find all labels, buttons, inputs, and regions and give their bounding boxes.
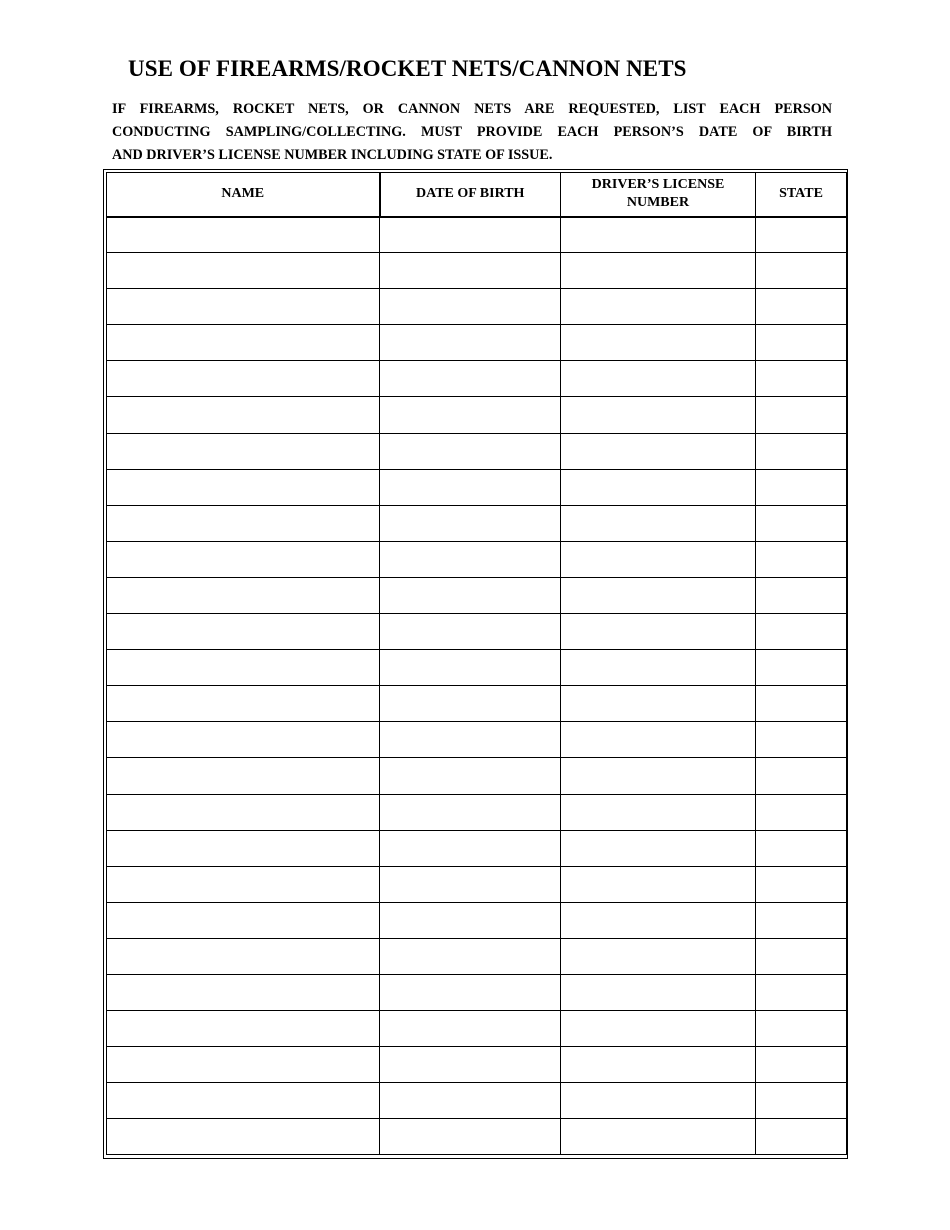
- drivers-license-cell[interactable]: [561, 866, 756, 902]
- name-cell[interactable]: [107, 758, 380, 794]
- instructions-line: AND DRIVER’S LICENSE NUMBER INCLUDING STATE OF ISSUE.: [112, 147, 553, 163]
- state-cell[interactable]: [756, 577, 847, 613]
- state-cell[interactable]: [756, 830, 847, 866]
- drivers-license-cell[interactable]: [561, 1011, 756, 1047]
- state-cell[interactable]: [756, 325, 847, 361]
- date-of-birth-cell[interactable]: [380, 397, 561, 433]
- table-row: [107, 758, 847, 794]
- state-cell[interactable]: [756, 758, 847, 794]
- drivers-license-cell[interactable]: [561, 614, 756, 650]
- table-row: [107, 1119, 847, 1155]
- drivers-license-cell[interactable]: [561, 686, 756, 722]
- name-cell[interactable]: [107, 1011, 380, 1047]
- drivers-license-cell[interactable]: [561, 1083, 756, 1119]
- table-row: [107, 1047, 847, 1083]
- name-cell[interactable]: [107, 902, 380, 938]
- state-cell[interactable]: [756, 1083, 847, 1119]
- drivers-license-cell[interactable]: [561, 794, 756, 830]
- state-cell[interactable]: [756, 505, 847, 541]
- drivers-license-cell[interactable]: [561, 974, 756, 1010]
- drivers-license-cell[interactable]: [561, 902, 756, 938]
- state-cell[interactable]: [756, 686, 847, 722]
- table-row: [107, 686, 847, 722]
- drivers-license-cell[interactable]: [561, 469, 756, 505]
- drivers-license-cell[interactable]: [561, 397, 756, 433]
- drivers-license-cell[interactable]: [561, 1047, 756, 1083]
- date-of-birth-cell[interactable]: [380, 794, 561, 830]
- drivers-license-cell[interactable]: [561, 433, 756, 469]
- drivers-license-cell[interactable]: [561, 830, 756, 866]
- date-of-birth-cell[interactable]: [380, 614, 561, 650]
- date-of-birth-cell[interactable]: [380, 722, 561, 758]
- date-of-birth-cell[interactable]: [380, 253, 561, 289]
- table-row: [107, 217, 847, 253]
- header-date-of-birth: DATE OF BIRTH: [380, 173, 561, 217]
- table-row: [107, 253, 847, 289]
- date-of-birth-cell[interactable]: [380, 902, 561, 938]
- table-row: [107, 1011, 847, 1047]
- name-cell[interactable]: [107, 577, 380, 613]
- header-state: STATE: [756, 173, 847, 217]
- state-cell[interactable]: [756, 974, 847, 1010]
- drivers-license-cell[interactable]: [561, 577, 756, 613]
- personnel-table: [106, 172, 847, 1155]
- date-of-birth-cell[interactable]: [380, 541, 561, 577]
- page-title: USE OF FIREARMS/ROCKET NETS/CANNON NETS: [128, 56, 687, 81]
- drivers-license-cell[interactable]: [561, 722, 756, 758]
- name-cell[interactable]: [107, 830, 380, 866]
- state-cell[interactable]: [756, 794, 847, 830]
- state-cell[interactable]: [756, 361, 847, 397]
- date-of-birth-cell[interactable]: [380, 577, 561, 613]
- state-cell[interactable]: [756, 217, 847, 253]
- table-row: [107, 974, 847, 1010]
- date-of-birth-cell[interactable]: [380, 938, 561, 974]
- table-row: [107, 650, 847, 686]
- table-row: [107, 433, 847, 469]
- state-cell[interactable]: [756, 1011, 847, 1047]
- table-header-row: [107, 173, 847, 217]
- instructions-line: IF FIREARMS, ROCKET NETS, OR CANNON NETS ARE REQUESTED, LIST EACH PERSON: [112, 101, 832, 117]
- state-cell[interactable]: [756, 1047, 847, 1083]
- drivers-license-cell[interactable]: [561, 1119, 756, 1155]
- table-row: [107, 541, 847, 577]
- name-cell[interactable]: [107, 433, 380, 469]
- state-cell[interactable]: [756, 289, 847, 325]
- date-of-birth-cell[interactable]: [380, 469, 561, 505]
- state-cell[interactable]: [756, 397, 847, 433]
- date-of-birth-cell[interactable]: [380, 866, 561, 902]
- drivers-license-cell[interactable]: [561, 650, 756, 686]
- name-cell[interactable]: [107, 1083, 380, 1119]
- drivers-license-cell[interactable]: [561, 217, 756, 253]
- table-row: [107, 397, 847, 433]
- date-of-birth-cell[interactable]: [380, 433, 561, 469]
- date-of-birth-cell[interactable]: [380, 1119, 561, 1155]
- table-row: [107, 505, 847, 541]
- table-row: [107, 830, 847, 866]
- table-row: [107, 469, 847, 505]
- date-of-birth-cell[interactable]: [380, 289, 561, 325]
- date-of-birth-cell[interactable]: [380, 325, 561, 361]
- name-cell[interactable]: [107, 541, 380, 577]
- state-cell[interactable]: [756, 650, 847, 686]
- name-cell[interactable]: [107, 722, 380, 758]
- date-of-birth-cell[interactable]: [380, 650, 561, 686]
- header-drivers-license-line1: DRIVER’S LICENSE: [591, 177, 725, 193]
- name-cell[interactable]: [107, 217, 380, 253]
- date-of-birth-cell[interactable]: [380, 1011, 561, 1047]
- header-drivers-license-number: [561, 173, 756, 217]
- table-row: [107, 938, 847, 974]
- table-row: [107, 325, 847, 361]
- table-row: [107, 902, 847, 938]
- state-cell[interactable]: [756, 722, 847, 758]
- table-row: [107, 577, 847, 613]
- instructions-line: CONDUCTING SAMPLING/COLLECTING. MUST PROVIDE EACH PERSON’S DATE OF BIRTH: [112, 124, 832, 140]
- drivers-license-cell[interactable]: [561, 505, 756, 541]
- drivers-license-cell[interactable]: [561, 325, 756, 361]
- state-cell[interactable]: [756, 902, 847, 938]
- table-row: [107, 794, 847, 830]
- header-name: NAME: [107, 173, 380, 217]
- name-cell[interactable]: [107, 938, 380, 974]
- date-of-birth-cell[interactable]: [380, 974, 561, 1010]
- table-row: [107, 361, 847, 397]
- state-cell[interactable]: [756, 541, 847, 577]
- name-cell[interactable]: [107, 794, 380, 830]
- drivers-license-cell[interactable]: [561, 253, 756, 289]
- instructions-paragraph: [112, 98, 832, 167]
- date-of-birth-cell[interactable]: [380, 758, 561, 794]
- date-of-birth-cell[interactable]: [380, 217, 561, 253]
- state-cell[interactable]: [756, 253, 847, 289]
- name-cell[interactable]: [107, 505, 380, 541]
- table-row: [107, 866, 847, 902]
- name-cell[interactable]: [107, 289, 380, 325]
- name-cell[interactable]: [107, 397, 380, 433]
- date-of-birth-cell[interactable]: [380, 361, 561, 397]
- name-cell[interactable]: [107, 650, 380, 686]
- state-cell[interactable]: [756, 1119, 847, 1155]
- table-row: [107, 289, 847, 325]
- date-of-birth-cell[interactable]: [380, 505, 561, 541]
- drivers-license-cell[interactable]: [561, 938, 756, 974]
- drivers-license-cell[interactable]: [561, 289, 756, 325]
- date-of-birth-cell[interactable]: [380, 1083, 561, 1119]
- state-cell[interactable]: [756, 469, 847, 505]
- name-cell[interactable]: [107, 361, 380, 397]
- name-cell[interactable]: [107, 253, 380, 289]
- state-cell[interactable]: [756, 866, 847, 902]
- name-cell[interactable]: [107, 866, 380, 902]
- header-drivers-license-line2: NUMBER: [626, 195, 690, 211]
- name-cell[interactable]: [107, 325, 380, 361]
- name-cell[interactable]: [107, 1119, 380, 1155]
- name-cell[interactable]: [107, 1047, 380, 1083]
- drivers-license-cell[interactable]: [561, 361, 756, 397]
- state-cell[interactable]: [756, 614, 847, 650]
- table-row: [107, 722, 847, 758]
- name-cell[interactable]: [107, 974, 380, 1010]
- date-of-birth-cell[interactable]: [380, 686, 561, 722]
- name-cell[interactable]: [107, 469, 380, 505]
- state-cell[interactable]: [756, 938, 847, 974]
- drivers-license-cell[interactable]: [561, 758, 756, 794]
- table-row: [107, 614, 847, 650]
- table-body: [107, 217, 847, 1155]
- table-row: [107, 1083, 847, 1119]
- name-cell[interactable]: [107, 686, 380, 722]
- date-of-birth-cell[interactable]: [380, 830, 561, 866]
- drivers-license-cell[interactable]: [561, 541, 756, 577]
- state-cell[interactable]: [756, 433, 847, 469]
- date-of-birth-cell[interactable]: [380, 1047, 561, 1083]
- name-cell[interactable]: [107, 614, 380, 650]
